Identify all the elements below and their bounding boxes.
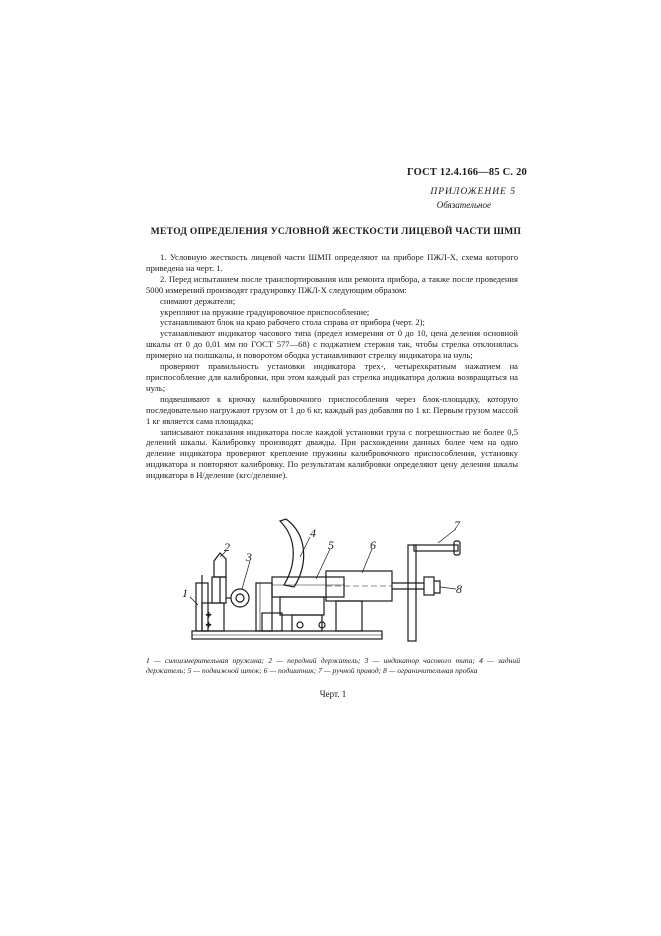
- standard-code: ГОСТ 12.4.166—85 С. 20: [406, 167, 527, 178]
- paragraph: устанавливают индикатор часового типа (предел измерения от 0 до 10, цена деления основной шкалы от 0 до 0,01 мм по ГОСТ 577—68) с поджатием стержня так, чтобы стрелка отклонялась примерно на полшкалы, и поворотом ободка устанавливают стрелку индикатора на нуль;: [146, 328, 518, 361]
- paragraph: снимают держатели;: [160, 295, 236, 306]
- label-5: 5: [328, 538, 334, 552]
- hand-crank: [414, 545, 458, 551]
- device-drawing: [176, 505, 476, 655]
- dial-indicator: [231, 589, 249, 607]
- hand-wheel: [408, 545, 416, 641]
- paragraph: укрепляют на пружине градуировочное приспособление;: [160, 306, 370, 317]
- label-7: 7: [454, 518, 460, 532]
- label-2: 2: [224, 540, 230, 554]
- figure-caption: 1 — силоизмерительная пружина; 2 — передний держатель; 3 — индикатор часового типа; 4 — задний держатель; 5 — подвижной шток; 6 — подшипник; 7 — ручной привод; 8 — ограничительная пробка: [146, 656, 520, 675]
- paragraph: подвешивают к крючку калибровочного приспособления через блок-площадку, которую последовательно нагружают грузом от 1 до 6 кг, каждый раз добавляя по 1 кг. Первым грузом массой 1 кг является сама площадка;: [146, 393, 518, 426]
- section-title: МЕТОД ОПРЕДЕЛЕНИЯ УСЛОВНОЙ ЖЕСТКОСТИ ЛИЦЕВОЙ ЧАСТИ ШМП: [150, 227, 522, 237]
- end-plug: [424, 577, 434, 595]
- device-schematic: [176, 505, 476, 655]
- svg-text:+: +: [206, 620, 212, 630]
- paragraph: 1. Условную жесткость лицевой части ШМП определяют на приборе ПЖЛ-Х, схема которого приведена на черт. 1.: [146, 252, 518, 273]
- paragraph: записывают показания индикатора после каждой установки груза с погрешностью не более 0,5 делений шкалы. Калибровку производят дважды. При расхождении данных более чем на одно деление индикатора проверяют крепление пружины калибровочного приспособления, установку индикатора и повторяют калибровку. По результатам калибровки определяют цену деления шкалы индикатора в Н/деление (кгс/деление).: [146, 426, 518, 481]
- paragraph: устанавливают блок на краю рабочего стола справа от прибора (черт. 2);: [160, 317, 425, 328]
- label-8: 8: [456, 582, 462, 596]
- label-3: 3: [246, 550, 252, 564]
- label-4: 4: [310, 526, 316, 540]
- moving-rod: [272, 577, 344, 597]
- svg-text:+: +: [206, 610, 212, 620]
- annex-status: Обязательное: [436, 200, 491, 210]
- label-1: 1: [182, 586, 188, 600]
- paragraph: 2. Перед испытанием после транспортирования или ремонта прибора, а также после проведения 5000 измерений производят градуировку ПЖЛ-Х следующим образом:: [146, 273, 518, 295]
- figure-number: Черт. 1: [319, 689, 347, 699]
- body-text: [146, 252, 518, 481]
- paragraph: проверяют правильность установки индикатора трех-, четырехкратным нажатием на приспособление для калибровки, при этом каждый раз стрелка индикатора должна возвращаться на нуль;: [146, 361, 518, 393]
- annex-number: ПРИЛОЖЕНИЕ 5: [430, 187, 516, 197]
- label-6: 6: [370, 538, 376, 552]
